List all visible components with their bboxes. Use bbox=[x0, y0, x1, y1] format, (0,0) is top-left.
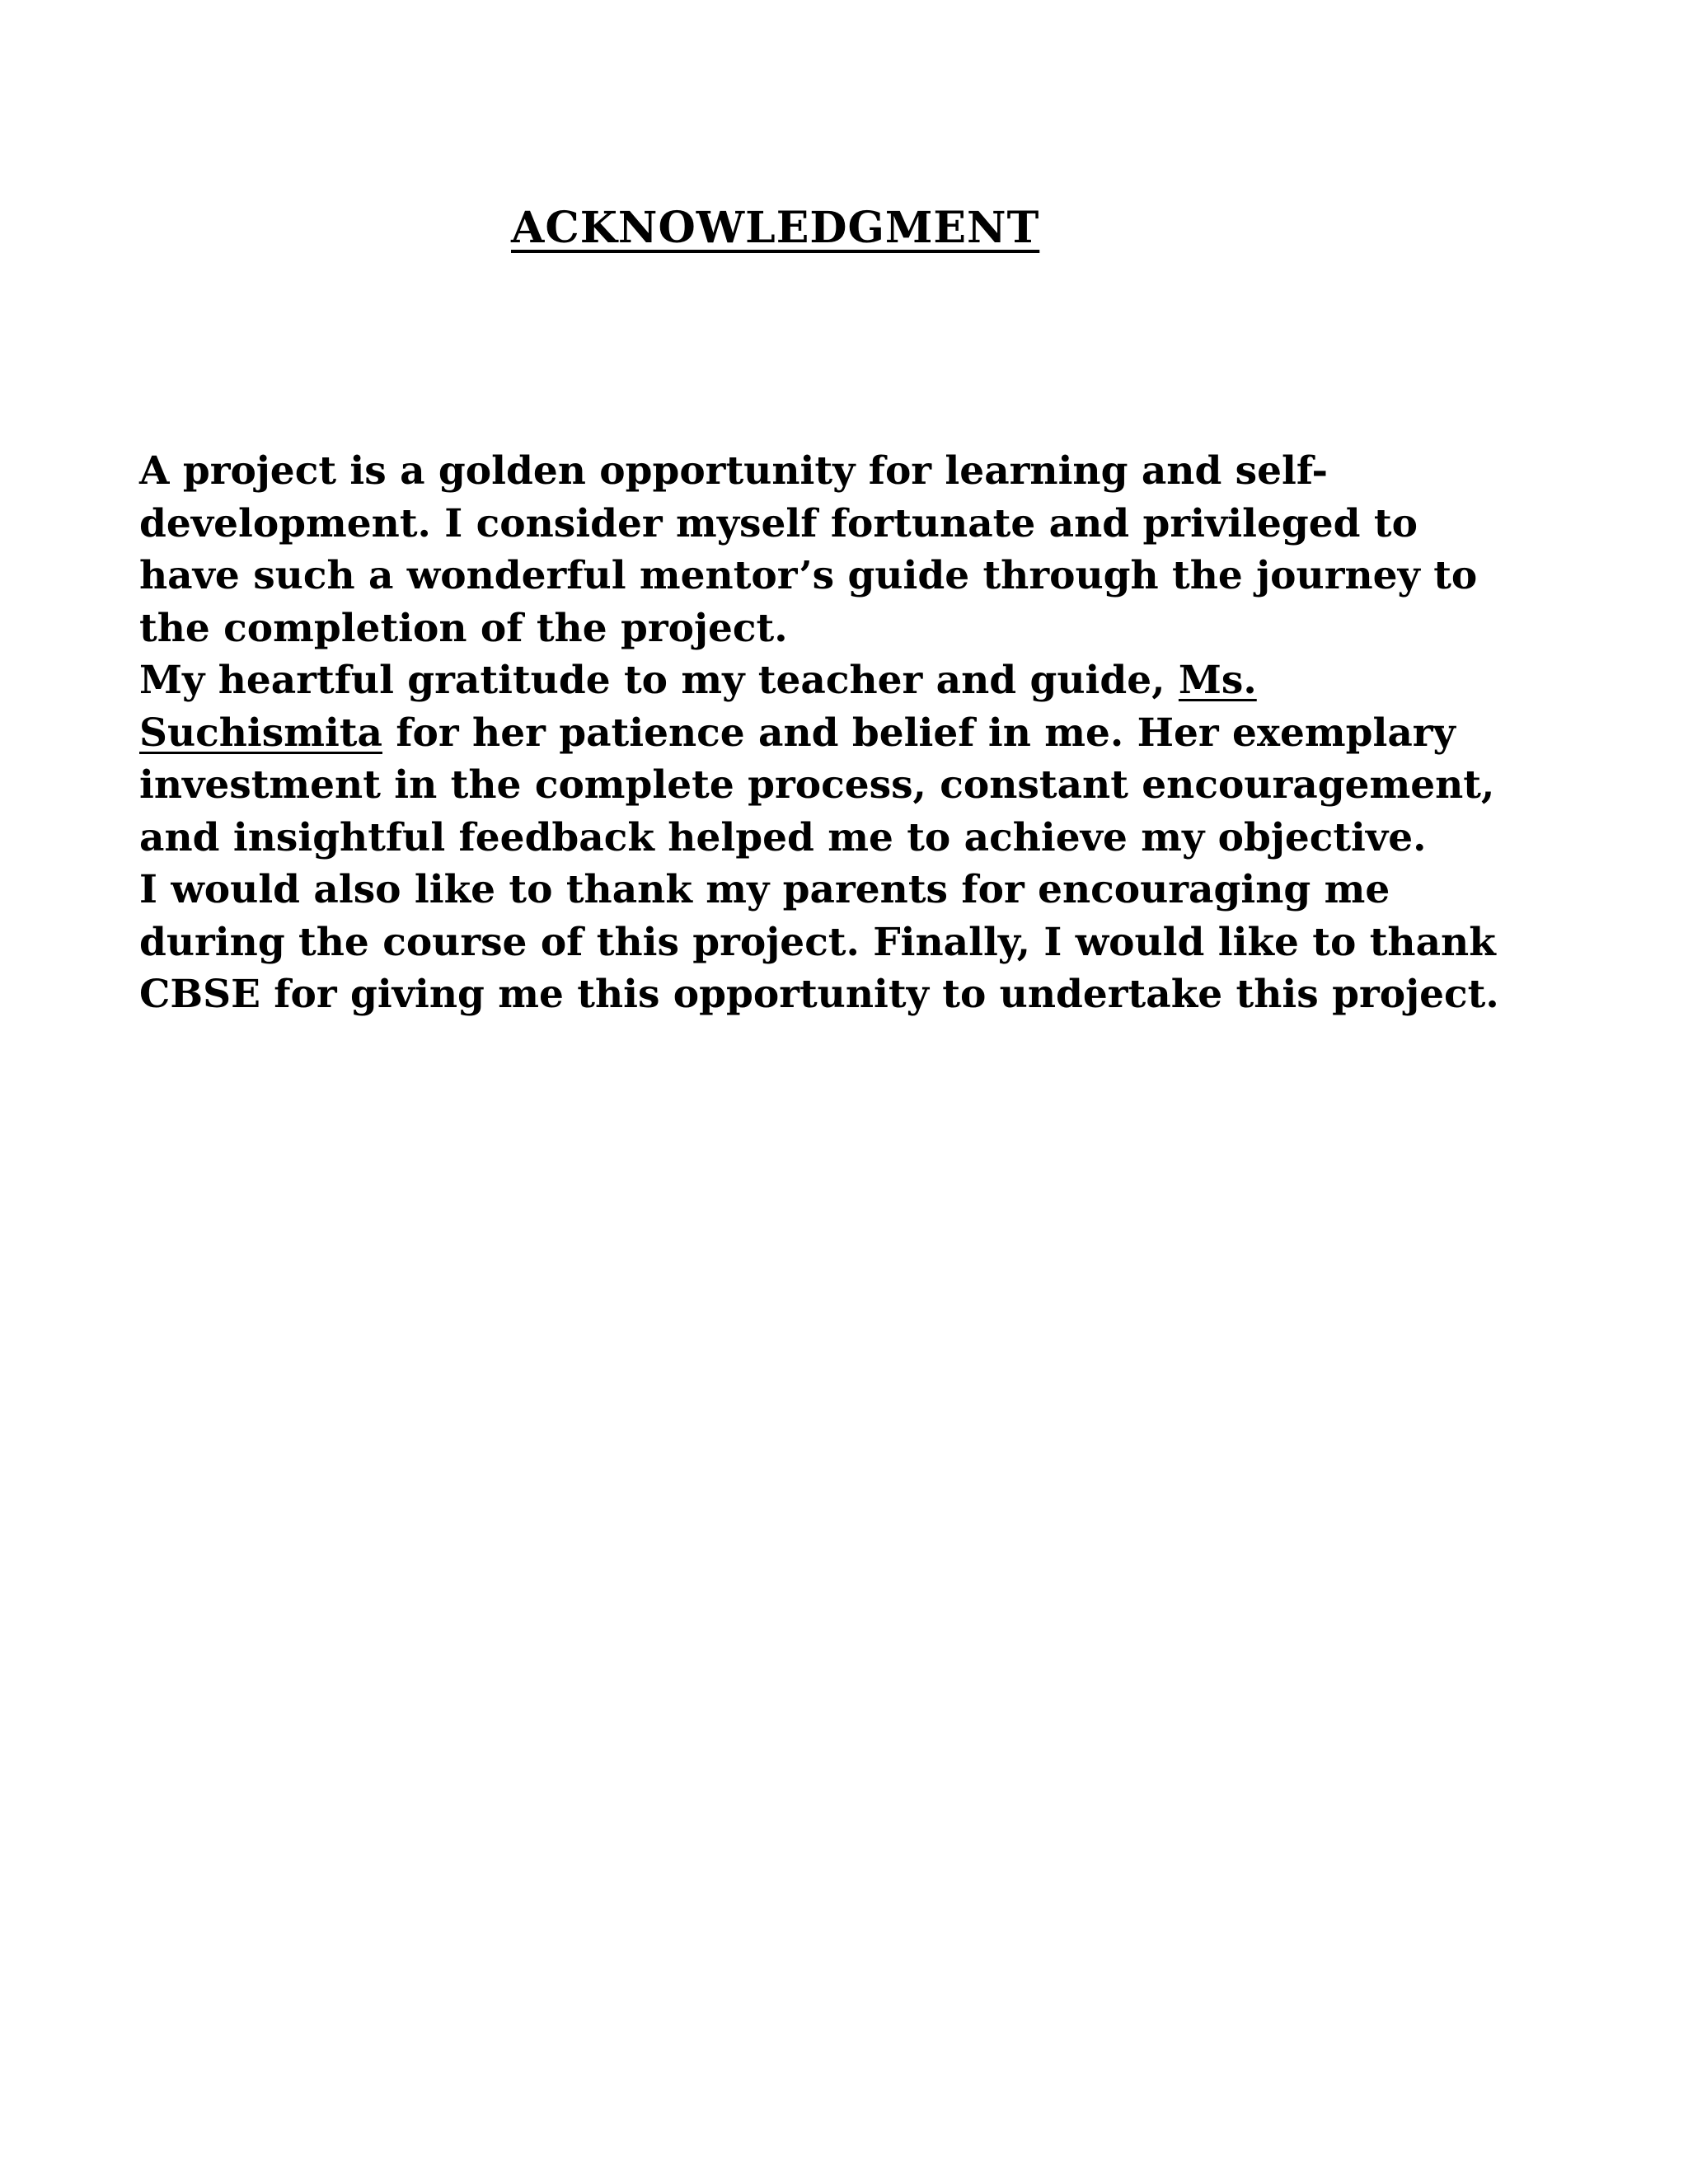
gratitude-text: for her patience and belief in me. Her exemplary bbox=[382, 710, 1456, 756]
acknowledgment-body bbox=[139, 445, 1573, 1021]
paragraph-line: development. I consider myself fortunate and privileged to bbox=[139, 500, 1418, 546]
paragraph-line: I would also like to thank my parents for encouraging me bbox=[139, 867, 1390, 912]
mentor-name: Suchismita bbox=[139, 710, 382, 756]
page-title: ACKNOWLEDGMENT bbox=[511, 203, 1040, 253]
paragraph-line: CBSE for giving me this opportunity to undertake this project. bbox=[139, 972, 1499, 1017]
paragraph-line bbox=[139, 654, 1573, 707]
paragraph-line: and insightful feedback helped me to achieve my objective. bbox=[139, 814, 1427, 860]
paragraph-line: during the course of this project. Finally, I would like to thank bbox=[139, 919, 1496, 965]
gratitude-text: My heartful gratitude to my teacher and guide, bbox=[139, 658, 1179, 703]
paragraph-line: the completion of the project. bbox=[139, 605, 788, 651]
mentor-name: Ms. bbox=[1178, 658, 1257, 703]
paragraph-line bbox=[139, 707, 1573, 760]
paragraph-line: have such a wonderful mentor’s guide through the journey to bbox=[139, 553, 1478, 598]
paragraph-line: investment in the complete process, constant encouragement, bbox=[139, 762, 1495, 808]
paragraph-line: A project is a golden opportunity for learning and self- bbox=[139, 448, 1328, 494]
